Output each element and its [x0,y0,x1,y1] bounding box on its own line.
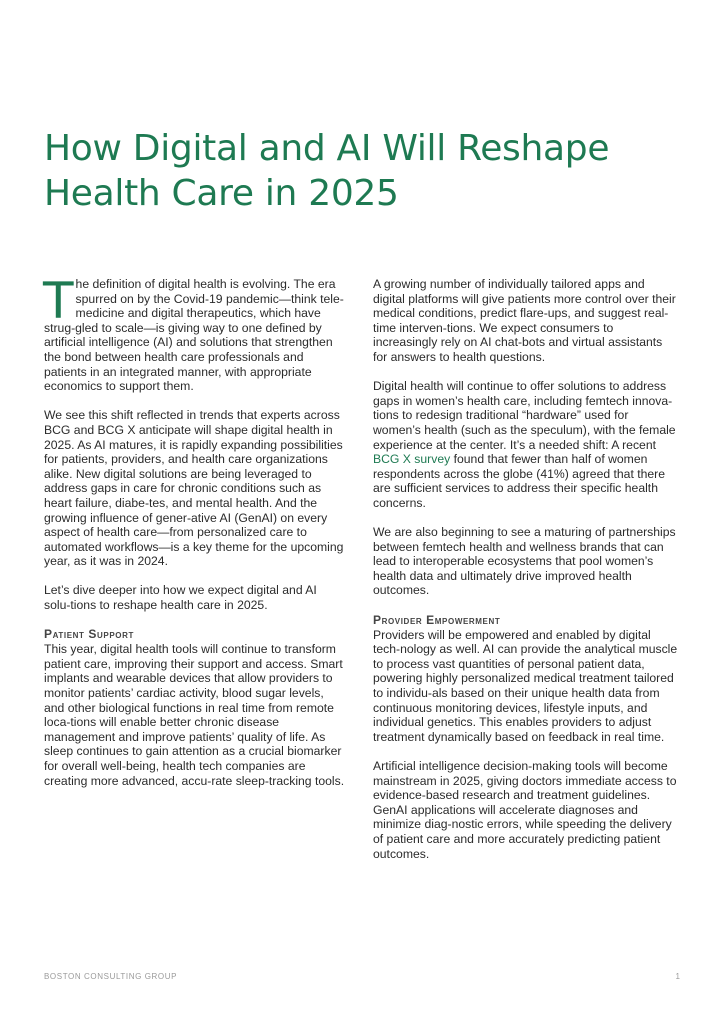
page-title-line-1: How Digital and AI Will Reshape [44,128,610,169]
bcg-x-survey-link[interactable]: BCG X survey [373,452,451,467]
footer-publisher: BOSTON CONSULTING GROUP [44,972,178,981]
intro-paragraph [43,272,346,394]
intro-text: he definition of digital health is evolving. The era spurred on by the Covid-19 pandemic—think tele-medicine and digital therapeutics, which have strug-gled to scale—is giving way to one defined by artificial intelligence (AI) and solutions that strengthen the bond between health care professionals and patients in an integrated manner, with appropriate economics to support them. [44,277,344,394]
ai-decision-tools-paragraph: Artificial intelligence decision-making tools will become mainstream in 2025, giving doctors immediate access to evidence-based research and treatment guidelines. GenAI applications will accelerate diagnoses and minimize diag-nostic errors, while speeding the delivery of patient care and more accurately predicting patient outcomes. [373,759,677,861]
left-column [43,272,346,803]
page-title [44,126,684,216]
drop-cap: T [43,272,74,330]
patient-support-paragraph: This year, digital health tools will continue to transform patient care, improving their support and access. Smart implants and wearable devices that allow providers to monitor patients’ cardiac activity, blood sugar levels, and other biological functions in real time from remote loca-tions will enable better chronic disease management and improve patients’ quality of life. As sleep continues to gain attention as a crucial biomarker for overall well-being, health tech companies are creating more advanced, accu-rate sleep-tracking tools. [44,642,345,788]
provider-empowerment-paragraph: Providers will be empowered and enabled by digital tech-nology as well. AI can provide the analytical muscle to process vast quantities of personal patient data, powering highly personalized medical treatment tailored to individu-als based on their unique health data from continuous monitoring devices, lifestyle inputs, and individual genetics. This enables providers to adjust treatment dynamically based on feedback in real time. [373,627,678,744]
footer-page-number: 1 [675,972,680,981]
provider-empowerment-heading: Provider Empowerment [373,612,501,627]
trends-paragraph: We see this shift reflected in trends that experts across BCG and BCG X anticipate will shape digital health in 2025. As AI matures, it is rapidly expanding possibilities for patients, providers, and health care organizations alike. New digital solutions are being leveraged to address gaps in care for chronic conditions such as heart failure, diabe-tes, and mental health. And the growing influence of gener-ative AI (GenAI) on every aspect of health care—from personalized care to automated workflows—is a key theme for the upcoming year, as it was in 2024. [44,408,344,569]
patient-support-heading: Patient Support [44,627,134,642]
right-column [373,277,679,876]
femtech-partnerships-paragraph: We are also beginning to see a maturing of partnerships between femtech health and wellness brands that can lead to interoperable ecosystems that pool women’s health data and ultimately drive improved health outcomes. [373,525,676,598]
page-title-line-2: Health Care in 2025 [44,173,399,214]
womens-health-paragraph [373,379,679,510]
dive-deeper-paragraph: Let’s dive deeper into how we expect digital and AI solu-tions to reshape health care in 2025. [44,583,317,613]
womens-health-text-end: found that fewer than half of women respondents across the globe (41%) agreed that there are sufficient services to address their specific health concerns. [373,452,666,510]
womens-health-text-start: Digital health will continue to offer solutions to address gaps in women’s health care, including femtech innova-tions to redesign traditional “hardware” used for women’s health (such as the speculum), with the female experience at the center. It’s a needed shift: A recent [373,379,676,452]
tailored-apps-paragraph: A growing number of individually tailored apps and digital platforms will give patients more control over their medical conditions, predict flare-ups, and suggest real-time interven-tions. We expect consumers to increasingly rely on AI chat-bots and virtual assistants for answers to health questions. [373,277,676,364]
